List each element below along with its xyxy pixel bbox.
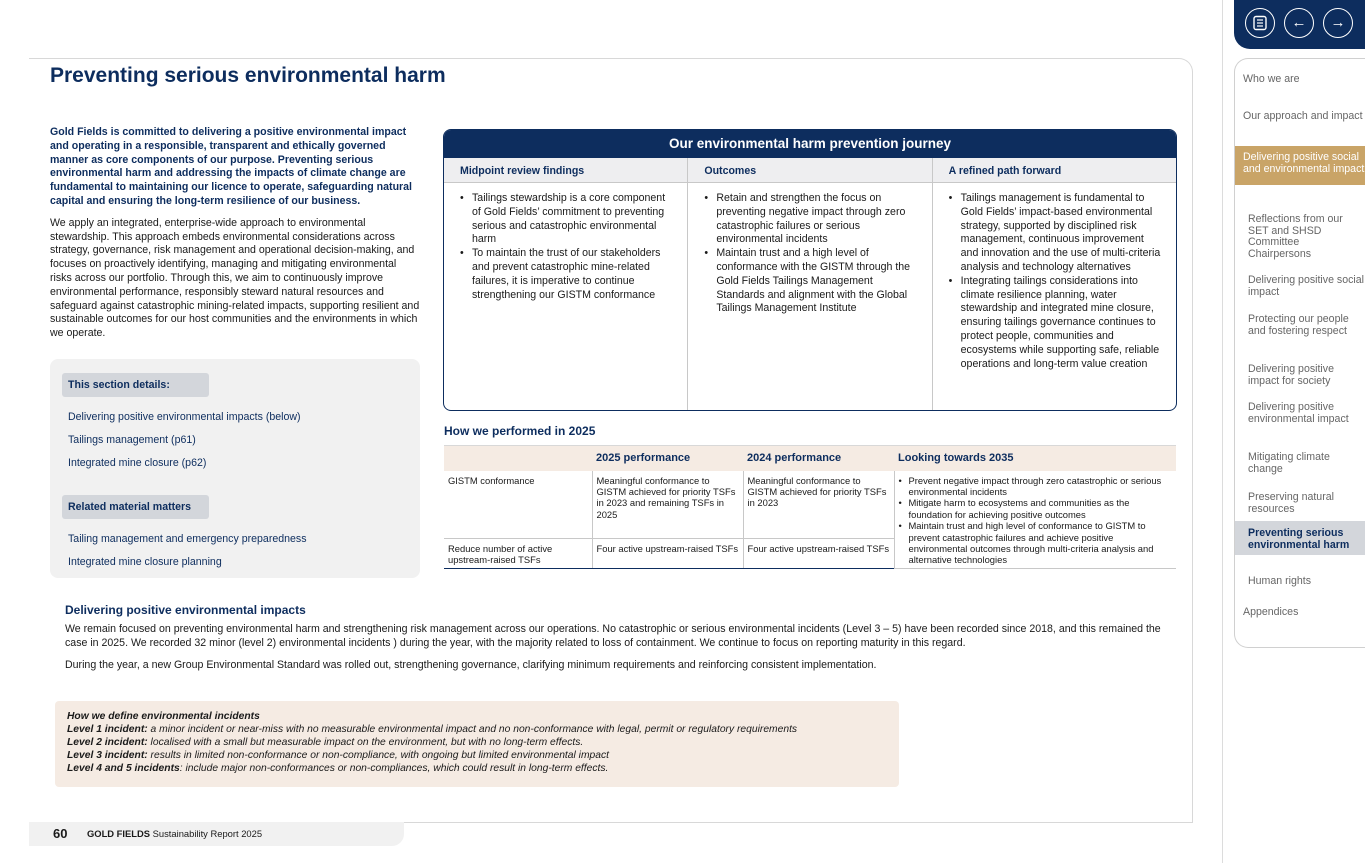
looking-towards-cell [894,471,1176,569]
performance-title: How we performed in 2025 [444,424,596,438]
brand-name: GOLD FIELDS [87,828,151,839]
section-details-box [50,359,420,578]
nav-item-preventing-harm[interactable]: Preventing serious environmental harm [1235,521,1365,555]
link-mine-closure-planning[interactable]: Integrated mine closure planning [68,556,222,568]
list-item: • To maintain the trust of our stakeholders and prevent catastrophic mine-related failures, it is imperative to continue strengthening our GISTM conformance [460,247,673,302]
link-tailing-emergency[interactable]: Tailing management and emergency preparedness [68,533,307,545]
definition-text: : include major non-conformances or non-compliances, which could result in long-term effects. [179,763,609,774]
list-item: • Maintain trust and a high level of conformance with the GISTM through the Gold Fields Tailings Management Standards and alignment with the Global Tailings Management Institute [704,247,917,316]
table-header: Looking towards 2035 [894,446,1176,471]
nav-item-delivering-social-env[interactable]: Delivering positive social and environmental impact [1235,146,1365,185]
journey-panel [443,129,1177,411]
page-number: 60 [53,826,68,841]
nav-item-appendices[interactable]: Appendices [1243,606,1299,618]
journey-column-outcomes [688,158,932,410]
list-item: • Tailings management is fundamental to Gold Fields’ impact-based environmental strategy, supported by disciplined risk management, continuous improvement and innovation and the use of multi-criteria analysis and technology alternatives [949,192,1162,275]
journey-column-midpoint [444,158,688,410]
section-details-tag: This section details: [62,373,209,397]
nav-item-climate-change[interactable]: Mitigating climate change [1248,451,1330,475]
table-row [444,471,1176,539]
nav-menu [1234,58,1365,648]
list-item: • Tailings stewardship is a core component of Gold Fields’ commitment to preventing serious and catastrophic environmental harm [460,192,673,247]
list-item: • Retain and strengthen the focus on preventing negative impact through zero catastrophic failures or serious environmental incidents [704,192,917,247]
impacts-paragraph: During the year, a new Group Environmental Standard was rolled out, strengthening governance, clarifying minimum requirements and reinforcing consistent implementation. [65,659,877,671]
report-name [87,828,262,839]
intro-lead: Gold Fields is committed to delivering a positive environmental impact and operating in a responsible, transparent and ethically governed manner as core components of our purpose. Preventing serious environmental harm and addressing the impacts of climate change are fundamental to maintaining our licence to operate, safeguarding natural capital and ensuring the long-term resilience of our business. [50,126,413,207]
journey-column-path-forward [933,158,1176,410]
journey-column-heading: Outcomes [688,158,931,183]
definition-term: Level 1 incident: [67,724,148,735]
arrow-right-icon[interactable]: → [1323,8,1353,38]
nav-item-impact-society[interactable]: Delivering positive impact for society [1248,363,1334,387]
definition-item [67,762,887,775]
nav-item-environmental-impact[interactable]: Delivering positive environmental impact [1248,401,1349,425]
link-delivering-positive-impacts[interactable]: Delivering positive environmental impacts (below) [68,411,301,423]
nav-item-reflections[interactable]: Reflections from our SET and SHSD Committee Chairpersons [1248,213,1343,260]
nav-item-who-we-are[interactable]: Who we are [1243,73,1300,85]
intro-body: We apply an integrated, enterprise-wide approach to environmental stewardship. This approach embeds environmental considerations across strategy, governance, risk management and operational decision-making, and focuses on proactively identifying, managing and mitigating environmental risks across our portfolio. Through this, we aim to continuously improve environmental performance, responsibly steward natural resources and safeguard against catastrophic mining-related impacts, supporting resilient and sustainable outcomes for our host communities and the environments in which we operate. [50,216,420,340]
related-matters-tag: Related material matters [62,495,209,519]
table-header: 2025 performance [592,446,743,471]
definition-term: Level 4 and 5 incidents [67,763,180,774]
impacts-paragraph: We remain focused on preventing environmental harm and strengthening risk management across our operations. No catastrophic or serious environmental incidents (Level 3 – 5) have been recorded since 2018, and this remained the case in 2025. We recorded 32 minor (level 2) environmental incidents ) during the year, with the majority related to loss of containment. We continue to focus on reporting maturity in this regard. [65,623,1161,649]
definition-text: localised with a small but measurable impact on the environment, but with no long-term effects. [147,737,584,748]
definition-item [67,749,887,762]
link-integrated-mine-closure[interactable]: Integrated mine closure (p62) [68,457,207,469]
definition-item [67,736,887,749]
navigation-panel [1222,0,1365,863]
table-cell: Meaningful conformance to GISTM achieved for priority TSFs in 2023 and remaining TSFs in 2025 [592,471,743,539]
definition-text: a minor incident or near-miss with no measurable environmental impact and no non-conformance with legal, permit or regulatory requirements [147,724,798,735]
definition-item [67,723,887,736]
nav-item-social-impact[interactable]: Delivering positive social impact [1248,274,1364,298]
arrow-left-icon[interactable]: ← [1284,8,1314,38]
definitions-box [55,701,899,787]
journey-title: Our environmental harm prevention journey [444,130,1176,158]
nav-toolbar [1234,0,1365,49]
table-cell: Four active upstream-raised TSFs [743,538,894,568]
journey-column-heading: A refined path forward [933,158,1176,183]
list-item: • Prevent negative impact through zero catastrophic or serious environmental incidents [899,475,1173,498]
nav-item-natural-resources[interactable]: Preserving natural resources [1248,491,1334,515]
nav-item-protecting-people[interactable]: Protecting our people and fostering respect [1248,313,1349,337]
definition-term: Level 3 incident: [67,750,148,761]
list-item: • Integrating tailings considerations into climate resilience planning, water stewardship and integrated mine closure, ensuring tailings governance continues to protect people, communities and ecosystems while supporting safe, reliable operations and long-term value creation [949,275,1162,372]
nav-item-approach[interactable]: Our approach and impact [1243,110,1363,122]
page-footer [29,822,404,846]
list-item: • Maintain trust and high level of conformance to GISTM to prevent catastrophic failures and achieve positive environmental outcomes through multi-criteria analysis and alternative technologies [899,520,1173,566]
report-title: Sustainability Report 2025 [150,828,263,839]
link-tailings-management[interactable]: Tailings management (p61) [68,434,196,446]
contents-icon[interactable] [1245,8,1275,38]
table-cell: Meaningful conformance to GISTM achieved for priority TSFs in 2023 [743,471,894,539]
definition-term: Level 2 incident: [67,737,148,748]
table-cell: Four active upstream-raised TSFs [592,538,743,568]
page-title: Preventing serious environmental harm [50,64,446,87]
nav-item-human-rights[interactable]: Human rights [1248,575,1311,587]
performance-table [444,445,1176,569]
list-item: • Mitigate harm to ecosystems and communities as the foundation for achieving positive outcomes [899,497,1173,520]
table-header [444,446,592,471]
table-cell: GISTM conformance [444,471,592,539]
definitions-title: How we define environmental incidents [67,711,260,722]
journey-column-heading: Midpoint review findings [444,158,687,183]
intro [50,126,420,341]
table-header: 2024 performance [743,446,894,471]
impacts-title: Delivering positive environmental impacts [65,603,306,617]
definition-text: results in limited non-conformance or non-compliance, with ongoing but limited environmental impact [147,750,609,761]
table-cell: Reduce number of active upstream-raised TSFs [444,538,592,568]
